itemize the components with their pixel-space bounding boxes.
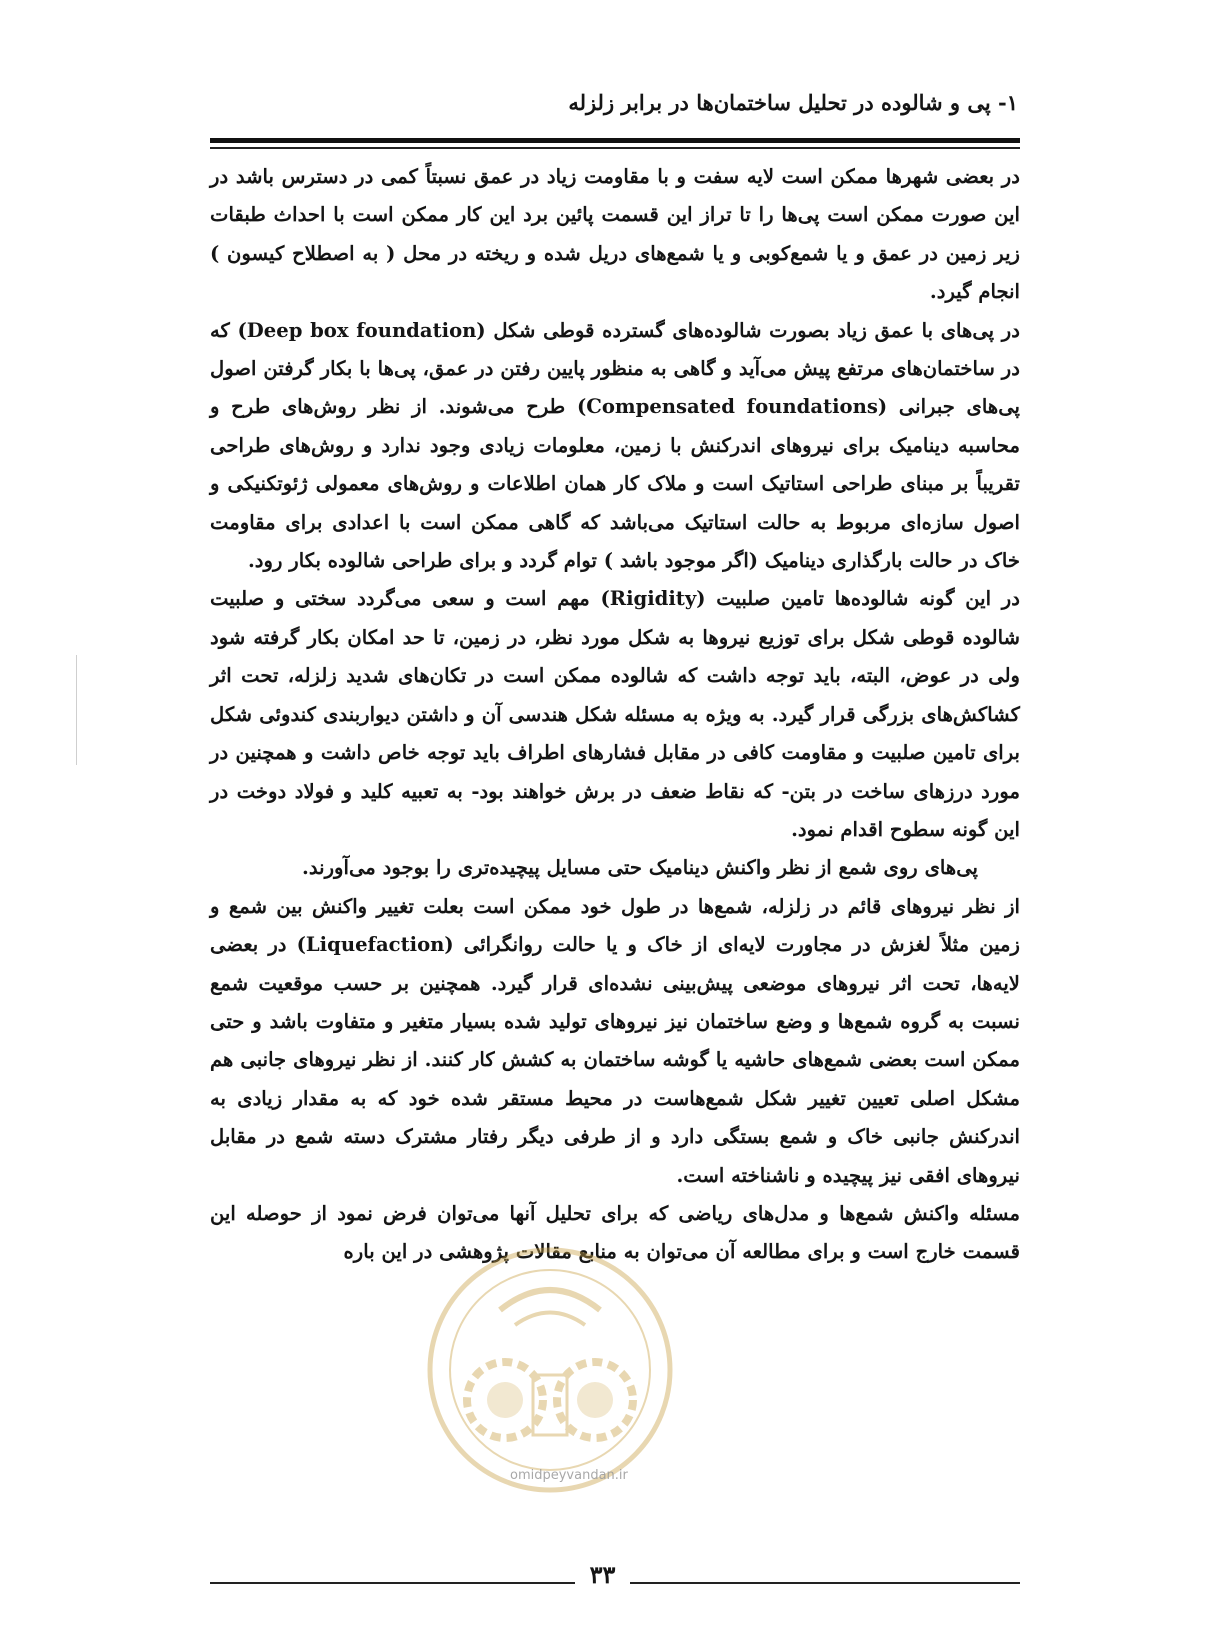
paragraph-pile-intro: پی‌های روی شمع از نظر واکنش دینامیک حتی مسایل پیچیده‌تری را بوجود می‌آورند. (302, 856, 978, 880)
paragraph-deep-box-foundation: در پی‌های با عمق زیاد بصورت شالوده‌های گسترده قوطی شکل (Deep box foundation) که در ساختمان‌های مرتفع پیش می‌آید و گاهی به منظور پایین رفتن در عمق، پی‌ها با بکار گرفتن اصول پی‌های جبرانی (Compensated foundations) طرح می‌شوند. از نظر روش‌های طرح و محاسبه دینامیک برای نیروهای اندرکنش با زمین، معلومات زیادی وجود ندارد و روش‌های طراحی تقریباً بر مبنای طراحی استاتیک است و ملاک کار همان اطلاعات و روش‌های معمولی ژئوتکنیکی و اصول سازه‌ای مربوط به حالت استاتیک می‌باشد که گاهی ممکن است با اعدادی برای مقاومت خاک در حالت بارگذاری دینامیک (اگر موجود باشد ) توام گردد و برای طراحی شالوده بکار رود. (210, 318, 1020, 573)
page-number: ۳۳ (589, 1560, 616, 1589)
page-footer (210, 1560, 1020, 1590)
body-text (210, 158, 1020, 1272)
paragraph-caisson: در بعضی شهرها ممکن است لایه سفت و با مقاومت زیاد در عمق نسبتاً کمی در دسترس باشد در این صورت ممکن است پی‌ها را تا تراز این قسمت پائین برد این کار ممکن است با احداث طبقات زیر زمین در عمق و یا شمع‌کوبی و یا شمع‌های دریل شده و ریخته در محل ( به اصطلاح کیسون ) انجام گیرد. (210, 165, 1020, 304)
footer-rule-right (630, 1582, 1020, 1584)
footer-rule-left (210, 1582, 575, 1584)
paragraph-pile-models: مسئله واکنش شمع‌ها و مدل‌های ریاضی که برای تحلیل آنها می‌توان فرض نمود از حوصله این قسمت خارج است و برای مطالعه آن می‌توان به منابع مقالات پژوهشی در این باره (210, 1201, 1020, 1264)
running-header: ۱- پی و شالوده در تحلیل ساختمان‌ها در برابر زلزله (568, 90, 1018, 115)
paragraph-rigidity: در این گونه شالوده‌ها تامین صلبیت (Rigidity) مهم است و سعی می‌گردد سختی و صلبیت شالوده قوطی شکل برای توزیع نیروها به شکل مورد نظر، در زمین، تا حد امکان بکار گرفته شود ولی در عوض، البته، باید توجه داشت که شالوده ممکن است در تکان‌های شدید زلزله، تحت اثر کشاکش‌های بزرگی قرار گیرد. به ویژه به مسئله شکل هندسی آن و داشتن دیواربندی کندوئی شکل برای تامین صلبیت و مقاومت کافی در مقابل فشارهای اطراف باید توجه خاص داشت و همچنین در مورد درزهای ساخت در بتن- که نقاط ضعف در برش خواهند بود- به تعبیه کلید و فولاد دوخت در این گونه سطوح اقدام نمود. (210, 587, 1020, 841)
paragraph-vertical-forces: از نظر نیروهای قائم در زلزله، شمع‌ها در طول خود ممکن است بعلت تغییر واکنش بین شمع و زمین مثلاً لغزش در مجاورت لایه‌ای از خاک و یا حالت روانگرائی (Liquefaction) در بعضی لایه‌ها، تحت اثر نیروهای موضعی پیش‌بینی نشده‌ای قرار گیرد. همچنین بر حسب موقعیت شمع نسبت به گروه شمع‌ها و وضع ساختمان نیز نیروهای تولید شده بسیار متغیر و متفاوت باشد و حتی ممکن است بعضی شمع‌های حاشیه یا گوشه ساختمان به کشش کار کنند. از نظر نیروهای جانبی هم مشکل اصلی تعیین تغییر شکل شمع‌هاست در محیط مستقر شده خود که به مقدار زیادی به اندرکنش جانبی خاک و شمع بستگی دارد و از طرفی دیگر رفتار مشترک دسته شمع در مقابل نیروهای افقی نیز پیچیده و ناشناخته است. (210, 894, 1020, 1187)
header-rule-thin (210, 147, 1020, 149)
scan-margin-mark (76, 655, 77, 765)
header-rule-thick (210, 138, 1020, 143)
watermark-url: omidpeyvandan.ir (510, 1468, 628, 1483)
